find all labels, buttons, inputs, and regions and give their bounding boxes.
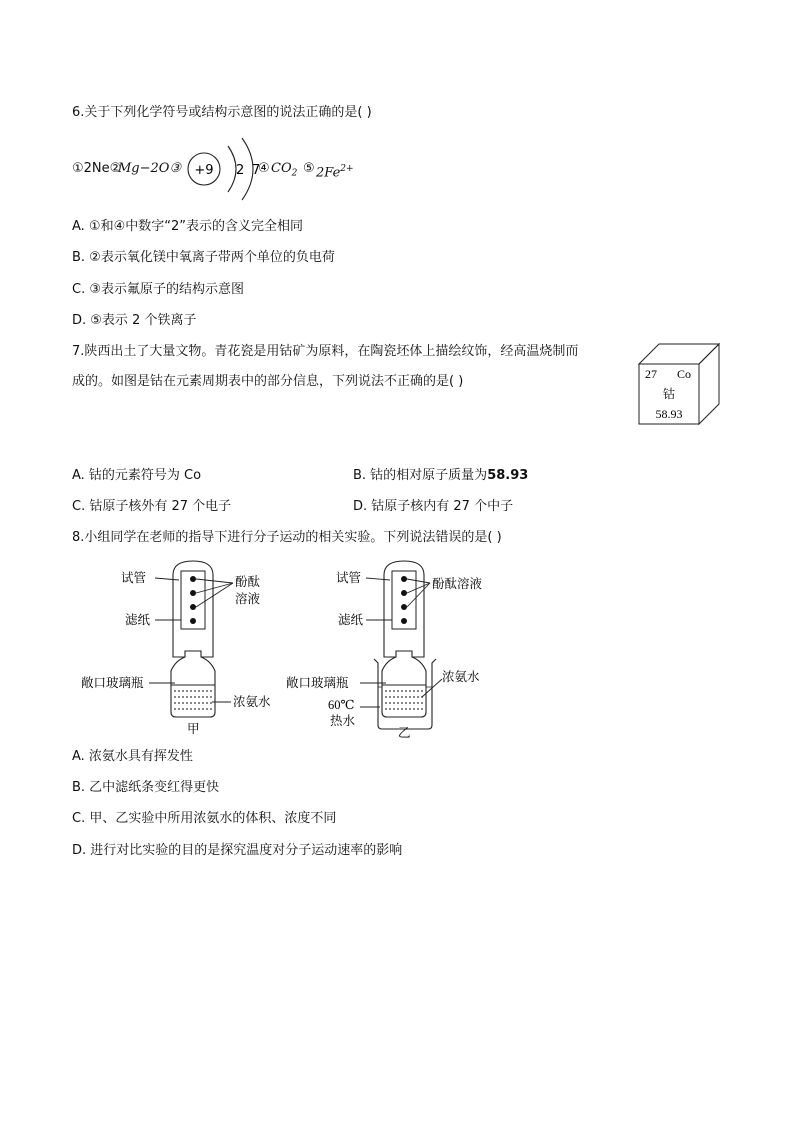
q8-option-b: B. 乙中滤纸条变红得更快 xyxy=(72,780,220,795)
caption-yi: 乙 xyxy=(398,725,411,740)
q6-option-b: B. ②表示氧化镁中氧离子带两个单位的负电荷 xyxy=(72,250,335,265)
indicator-drop xyxy=(401,604,407,610)
q7-option-c: C. 钴原子核外有 27 个电子 xyxy=(72,499,232,514)
indicator-drop xyxy=(190,618,196,624)
open-glass-bottle xyxy=(382,651,426,717)
cobalt-periodic-table-cell xyxy=(637,342,721,428)
q7-stem-line2: 成的。如图是钴在元素周期表中的部分信息，下列说法不正确的是( ) xyxy=(72,374,464,389)
q6-stem: 6.关于下列化学符号或结构示意图的说法正确的是( ) xyxy=(72,105,372,120)
label-hot-water: 热水 xyxy=(330,713,356,728)
indicator-drop xyxy=(190,604,196,610)
label-temperature: 60℃ xyxy=(328,698,355,712)
element-symbol: Co xyxy=(677,367,692,381)
indicator-drop xyxy=(401,576,407,582)
indicator-drop xyxy=(401,590,407,596)
q6-formula-part3: ④ xyxy=(258,161,270,176)
label-test-tube: 试管 xyxy=(121,570,147,585)
q6-formula-fe: $2Fe^{2+}$ xyxy=(316,164,354,181)
q6-option-c: C. ③表示氟原子的结构示意图 xyxy=(72,282,244,297)
label-bottle: 敞口玻璃瓶 xyxy=(286,675,349,690)
q6-option-d: D. ⑤表示 2 个铁离子 xyxy=(72,313,197,328)
indicator-drop xyxy=(190,576,196,582)
label-indicator-2: 溶液 xyxy=(235,591,261,606)
q6-formula-row xyxy=(72,132,372,208)
label-indicator: 酚酞溶液 xyxy=(432,576,483,591)
label-test-tube: 试管 xyxy=(336,570,362,585)
q8-stem: 8.小组同学在老师的指导下进行分子运动的相关实验。下列说法错误的是( ) xyxy=(72,530,502,545)
q7-option-b: B. 钴的相对原子质量为58.93 xyxy=(353,468,529,483)
atomic-number: 27 xyxy=(645,367,657,381)
label-filter-paper: 滤纸 xyxy=(125,612,151,627)
experiment-jia-diagram xyxy=(81,557,325,737)
open-glass-bottle xyxy=(171,651,215,717)
q8-option-c: C. 甲、乙实验中所用浓氨水的体积、浓度不同 xyxy=(72,811,337,826)
label-ammonia: 浓氨水 xyxy=(442,669,480,684)
shell-2-electrons: 7 xyxy=(252,163,261,178)
q6-formula-part2: Mg−2O③ xyxy=(118,161,182,176)
atomic-mass: 58.93 xyxy=(655,407,683,421)
indicator-drop xyxy=(401,618,407,624)
electron-shell-1-arc xyxy=(228,146,236,192)
caption-jia: 甲 xyxy=(187,721,200,736)
q6-option-a: A. ①和④中数字“2”表示的含义完全相同 xyxy=(72,219,303,234)
q6-formula-co2: $CO_2$ xyxy=(271,161,298,179)
q7-option-a: A. 钴的元素符号为 Co xyxy=(72,468,202,483)
q7-option-b-value: 58.93 xyxy=(487,468,529,483)
q7-option-d: D. 钴原子核内有 27 个中子 xyxy=(353,499,514,514)
label-ammonia: 浓氨水 xyxy=(233,694,271,709)
indicator-drop xyxy=(190,590,196,596)
element-name: 钴 xyxy=(662,387,676,401)
experiment-yi-diagram xyxy=(286,557,550,743)
shell-1-electrons: 2 xyxy=(236,163,245,178)
q8-option-d: D. 进行对比实验的目的是探究温度对分子运动速率的影响 xyxy=(72,843,403,858)
q7-stem-line1: 7.陕西出土了大量文物。青花瓷是用钴矿为原料，在陶瓷坯体上描绘纹饰，经高温烧制而 xyxy=(72,344,579,359)
q8-option-a: A. 浓氨水具有挥发性 xyxy=(72,749,193,764)
label-filter-paper: 滤纸 xyxy=(338,612,364,627)
label-bottle: 敞口玻璃瓶 xyxy=(81,675,144,690)
q6-formula-part1: ①2Ne② xyxy=(72,161,122,176)
nucleus-charge: +9 xyxy=(194,163,214,178)
q6-formula-part5: ⑤ xyxy=(303,161,315,176)
label-indicator-1: 酚酞 xyxy=(235,574,261,589)
